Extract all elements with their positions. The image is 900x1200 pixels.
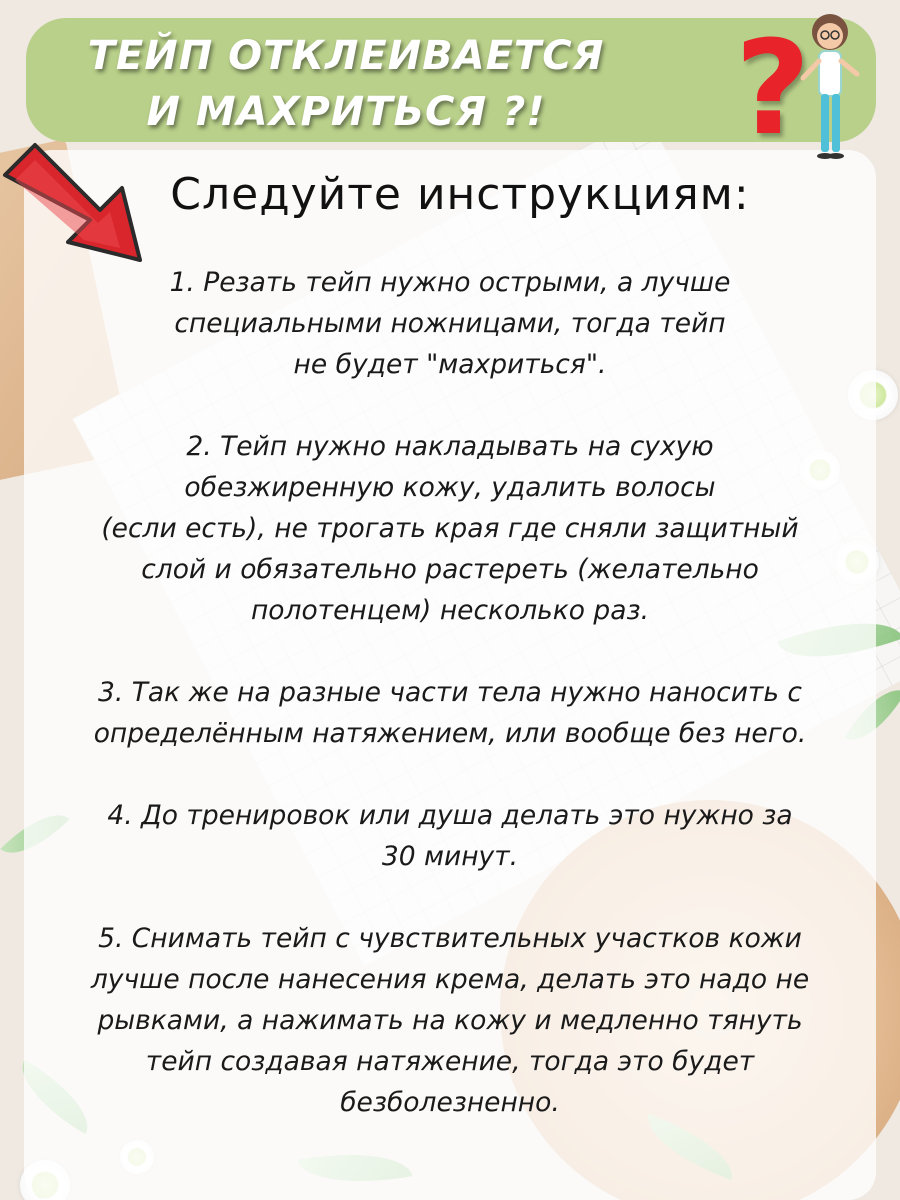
- instruction-item: 2. Тейп нужно накладывать на сухую обезжиренную кожу, удалить волосы (если есть), не трогать края где сняли защитный слой и обязательно растереть (желательно полотенцем) несколько раз.: [101, 431, 799, 626]
- instruction-item: 1. Резать тейп нужно острыми, а лучше специальными ножницами, тогда тейп не будет "махриться".: [169, 267, 731, 380]
- instruction-item: 3. Так же на разные части тела нужно наносить с определённым натяжением, или вообще без него.: [93, 677, 807, 749]
- question-mark-icon: ?: [735, 12, 811, 164]
- instruction-item: 4. До тренировок или душа делать это нужно за 30 минут.: [107, 800, 793, 872]
- cartoon-woman-icon: [795, 6, 865, 161]
- red-arrow-icon: [0, 140, 150, 270]
- instruction-list: [40, 262, 860, 1164]
- banner-title: ТЕЙП ОТКЛЕИВАЕТСЯ И МАХРИТЬСЯ ?!: [87, 33, 605, 135]
- instruction-item: 5. Снимать тейп с чувствительных участков кожи лучше после нанесения крема, делать это надо не рывками, а нажимать на кожу и медленно тянуть тейп создавая натяжение, тогда это будет безболезненно.: [90, 923, 810, 1118]
- page-heading: Следуйте инструкциям:: [170, 169, 750, 220]
